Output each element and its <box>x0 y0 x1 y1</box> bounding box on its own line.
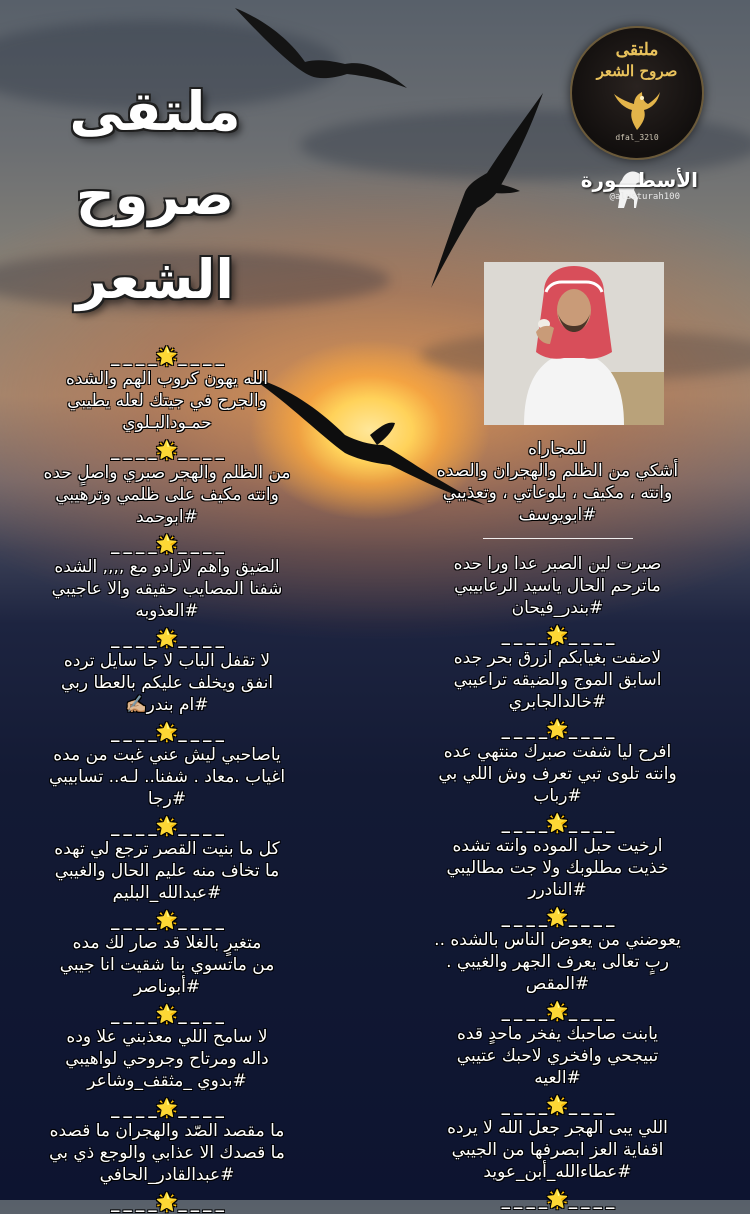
poet-tag: #ام بندر✍🏼 <box>125 695 209 715</box>
title-line: الشعر <box>76 248 234 311</box>
poem-verse <box>12 462 322 528</box>
poem-verse <box>12 744 322 810</box>
poet-figure <box>484 262 664 425</box>
poem-verse <box>12 1120 322 1186</box>
forum-logo <box>570 26 704 160</box>
poem-verse <box>390 1117 725 1183</box>
poet-tag: #المقص <box>525 974 590 994</box>
verse-line: افرح ليا شفت صبرك منتهي عده <box>443 742 672 762</box>
separator: _ _ _ _🌟_ _ _ _ <box>501 907 614 928</box>
verse-line: شفنا المصايب حقيقه والا عاجيبي <box>51 579 283 599</box>
star-icon: 🌟 <box>155 440 179 461</box>
separator: _ _ _ _🌟_ _ _ _ <box>111 440 223 461</box>
separator: _ _ _ _🌟_ _ _ _ <box>501 813 614 834</box>
separator: _ _ _ _🌟_ _ _ _ <box>111 722 223 743</box>
star-icon: 🌟 <box>546 1189 569 1210</box>
poet-tag: #أبوناصر <box>133 977 201 997</box>
logo-line-2: صروح الشعر <box>596 62 678 80</box>
poet-tag: #النادرر <box>528 880 587 900</box>
poet-tag: #العذوبه <box>135 601 199 621</box>
poem-intro <box>390 438 725 526</box>
separator: _ _ _ _🌟_ _ _ _ <box>111 816 223 837</box>
poem-verse <box>12 650 322 716</box>
verse-line: متغيرٍ بالغلا قد صار لك مده <box>72 933 262 953</box>
separator: _ _ _ _🌟_ _ _ _ <box>111 628 223 649</box>
verse-line: لاضقت بغيابكم ازرق بحر جده <box>453 648 662 668</box>
poet-tag: #ابوحمد <box>136 507 198 527</box>
verse-line: ماترحم الحال ياسيد الرعابيبي <box>454 576 661 596</box>
poem-verse <box>390 647 725 713</box>
separator: _ _ _ _🌟_ _ _ _ <box>501 1001 614 1022</box>
separator: _ _ _ _🌟_ _ _ _ <box>501 1189 614 1210</box>
verse-line: ما مقصد الصّد والهجران ما قصده <box>49 1121 285 1141</box>
brand-handle: @alusturah100 <box>609 192 680 202</box>
star-icon: 🌟 <box>546 1001 569 1022</box>
poet-tag: #رباب <box>533 786 582 806</box>
star-icon: 🌟 <box>546 1095 569 1116</box>
divider <box>483 538 633 539</box>
title-line: صروح <box>75 164 235 227</box>
verse-line: ما قصدك الا عذابي والوجع ذي بي <box>49 1143 285 1163</box>
poet-tag: #العيه <box>534 1068 581 1088</box>
star-icon: 🌟 <box>546 719 569 740</box>
poet-tag: حمـودالبـلوي <box>122 413 212 433</box>
star-icon: 🌟 <box>155 722 179 743</box>
separator: _ _ _ _🌟_ _ _ _ <box>111 534 223 555</box>
verse-line: الضيق واهم لازادو مع ,,,, الشده <box>54 557 280 577</box>
poet-tag: #عبدالله_البليم <box>112 883 222 903</box>
verse-line: والجرح في جيتك لعله يطيبي <box>67 391 267 411</box>
verse-line: اغياب .معاد . شفنا.. لـه.. تسابيبي <box>48 767 286 787</box>
verse-line: ربٍ تعالى يعرف الجهر والغيبي . <box>446 952 669 972</box>
poem-verse <box>390 1023 725 1089</box>
poet-tag: #بدوي _مثقف_وشاعر <box>87 1071 247 1091</box>
verse-line: وانته ، مكيف ، بلوعاتي ، وتعذيبي <box>442 483 673 503</box>
poem-verse <box>390 835 725 901</box>
verse-line: وانته تلوى تبي تعرف وش اللي بي <box>438 764 677 784</box>
brand-name: الأسطـــورة <box>580 168 698 192</box>
poet-tag: #خالدالجابري <box>508 692 607 712</box>
verse-line: كل ما بنيت القصر ترجع لي تهده <box>54 839 280 859</box>
poet-tag: #رجا <box>147 789 187 809</box>
verse-line: اسابق الموج والضيقه تراعيبي <box>453 670 662 690</box>
separator: _ _ _ _🌟_ _ _ _ <box>501 1095 614 1116</box>
star-icon: 🌟 <box>546 625 569 646</box>
poem-verse <box>12 1026 322 1092</box>
star-icon: 🌟 <box>155 910 179 931</box>
poet-tag: #بندر_فيحان <box>511 598 604 618</box>
separator: _ _ _ _🌟_ _ _ _ <box>111 1098 223 1119</box>
poet-tag: #عبدالقادر_الحافي <box>99 1165 235 1185</box>
logo-line-1: ملتقى <box>615 40 659 60</box>
title-line: ملتقى <box>69 80 241 143</box>
verse-line: يعوضني من يعوض الناس بالشده .. <box>434 930 681 950</box>
verse-line: أشكي من الظلم والهجران والصده <box>436 461 679 481</box>
poem-verse <box>390 929 725 995</box>
poet-tag: #عطاءالله_أبن_عويد <box>483 1162 632 1182</box>
star-icon: 🌟 <box>155 1004 179 1025</box>
brand-mark <box>560 168 720 212</box>
verse-line: اقفاية العز ابصرفها من الجيبي <box>451 1140 664 1160</box>
poem-verse <box>12 368 322 434</box>
star-icon: 🌟 <box>155 1192 179 1213</box>
star-icon: 🌟 <box>155 534 179 555</box>
verse-line: ياصاحبي ليش عني غبت من مده <box>53 745 281 765</box>
poem-verse <box>12 556 322 622</box>
poem-verse <box>12 932 322 998</box>
star-icon: 🌟 <box>155 346 179 367</box>
verse-line: من الظلم والهجر صبري واصلٍ حده <box>43 463 291 483</box>
verse-line: تبيجحي وافخري لاحبك عتيبي <box>456 1046 659 1066</box>
star-icon: 🌟 <box>155 628 179 649</box>
intro-heading: للمجاراه <box>528 439 587 459</box>
page-title <box>30 70 280 322</box>
poet-photo <box>484 262 664 425</box>
eagle-icon <box>612 90 662 135</box>
star-icon: 🌟 <box>546 907 569 928</box>
verse-line: لا تقفل الباب لا جا سايل ترده <box>63 651 271 671</box>
verse-line: يابنت صاحبك يفخر ماحدٍ قده <box>456 1024 659 1044</box>
verse-line: صبرت لين الصبر عدا ورا حده <box>453 554 662 574</box>
separator: _ _ _ _🌟_ _ _ _ <box>501 719 614 740</box>
separator: _ _ _ _🌟_ _ _ _ <box>111 910 223 931</box>
verse-line: من ماتسوي بنا شقيت انا جيبي <box>59 955 275 975</box>
logo-handle: dfal_32l0 <box>615 133 659 142</box>
verse-line: خذيت مطلوبك ولا جت مطاليبي <box>446 858 669 878</box>
verse-line: الله يهون كروب الهم والشده <box>66 369 268 389</box>
poem-verse <box>12 838 322 904</box>
poet-tag: #ابويوسف <box>518 505 597 525</box>
verse-line: ما تخاف منه عليم الحال والغيبي <box>54 861 280 881</box>
verse-line: اللي يبى الهجر جعل الله لا يرده <box>447 1118 668 1138</box>
verse-line: داله ومرتاح وجروحي لواهيبي <box>65 1049 269 1069</box>
star-icon: 🌟 <box>155 1098 179 1119</box>
star-icon: 🌟 <box>546 813 569 834</box>
separator: _ _ _ _🌟_ _ _ _ <box>111 1192 223 1213</box>
right-poem-column <box>390 438 725 1211</box>
verse-line: انفق ويخلف عليكم بالعطا ربي <box>60 673 274 693</box>
poem-verse <box>390 553 725 619</box>
separator: _ _ _ _🌟_ _ _ _ <box>111 346 223 367</box>
left-poem-column <box>12 346 322 1214</box>
separator: _ _ _ _🌟_ _ _ _ <box>111 1004 223 1025</box>
separator: _ _ _ _🌟_ _ _ _ <box>501 625 614 646</box>
star-icon: 🌟 <box>155 816 179 837</box>
verse-line: ارخيت حبل الموده وانته تشده <box>452 836 663 856</box>
verse-line: وانته مكيف على ظلمي وترهيبي <box>55 485 279 505</box>
poem-verse <box>390 741 725 807</box>
verse-line: لا سامح اللي معذبني علا وده <box>66 1027 268 1047</box>
